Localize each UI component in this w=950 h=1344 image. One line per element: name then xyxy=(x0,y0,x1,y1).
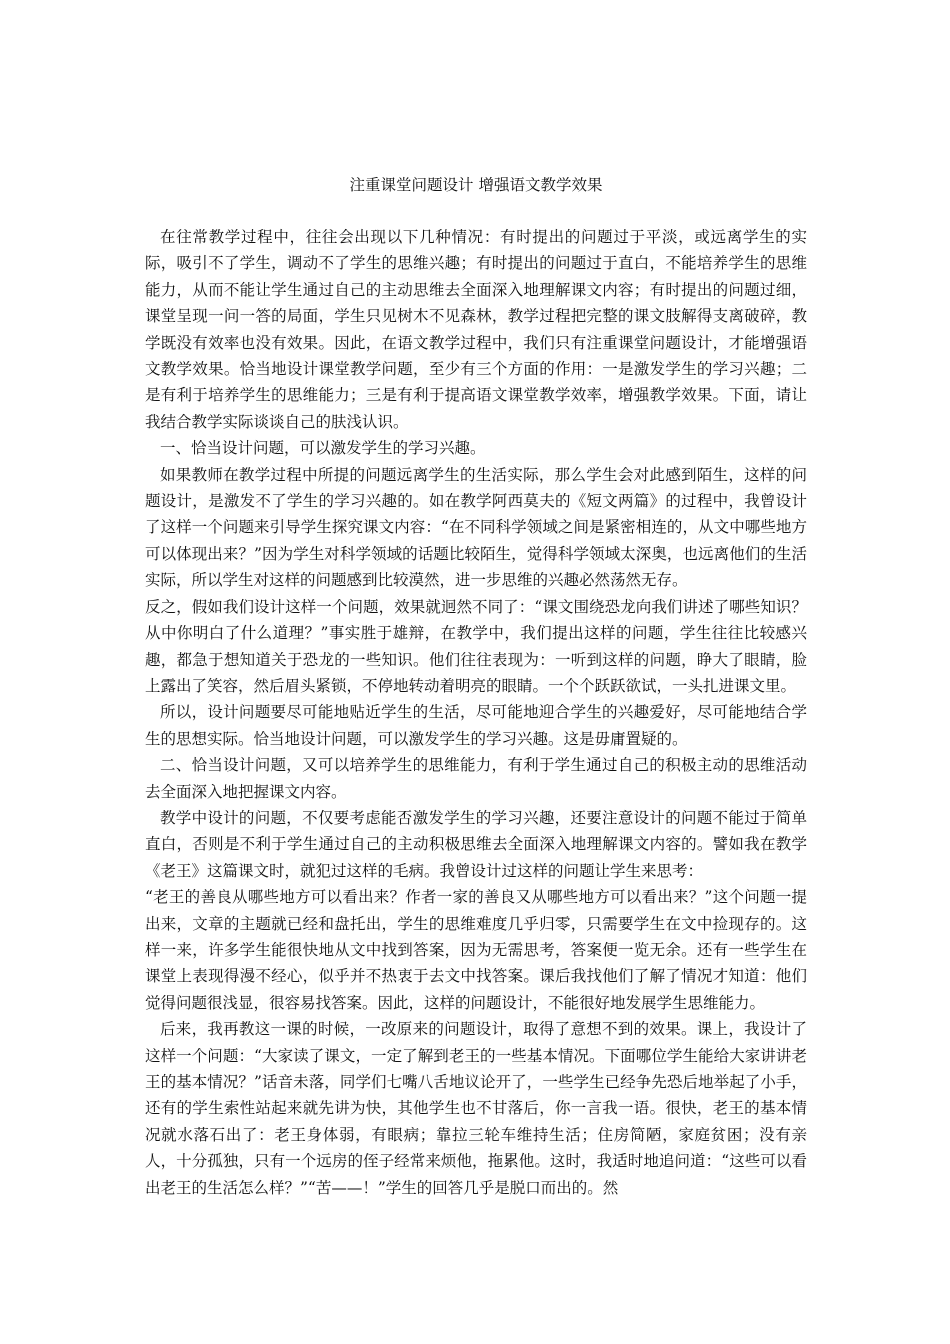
document-page xyxy=(145,172,807,1201)
paragraph-revised-design: 后来，我再教这一课的时候，一改原来的问题设计，取得了意想不到的效果。课上，我设计了这样一个问题：“大家读了课文，一定了解到老王的一些基本情况。下面哪位学生能给大家讲讲老王的基本情况？”话音未落，同学们七嘴八舌地议论开了，一些学生已经争先恐后地举起了小手，还有的学生索性站起来就先讲为快，其他学生也不甘落后，你一言我一语。很快，老王的基本情况就水落石出了：老王身体弱，有眼病；靠拉三轮车维持生活；住房简陋，家庭贫困；没有亲人，十分孤独，只有一个远房的侄子经常来烦他，拖累他。这时，我适时地追问道：“这些可以看出老王的生活怎么样？”“苦——！”学生的回答几乎是脱口而出的。然 xyxy=(145,1020,807,1197)
paragraph-conclusion-1: 所以，设计问题要尽可能地贴近学生的生活，尽可能地迎合学生的兴趣爱好，尽可能地结合学生的思想实际。恰当地设计问题，可以激发学生的学习兴趣。这是毋庸置疑的。 xyxy=(145,703,807,748)
paragraph-contrast: 反之，假如我们设计这样一个问题，效果就迥然不同了：“课文围绕恐龙向我们讲述了哪些知识？从中你明白了什么道理？”事实胜于雄辩，在教学中，我们提出这样的问题，学生往往比较感兴趣，都急于想知道关于恐龙的一些知识。他们往往表现为：一听到这样的问题，睁大了眼睛，脸上露出了笑容，然后眉头紧锁，不停地转动着明亮的眼睛。一个个跃跃欲试，一头扎进课文里。 xyxy=(145,597,807,695)
paragraph-intro: 在往常教学过程中，往往会出现以下几种情况：有时提出的问题过于平淡，或远离学生的实际，吸引不了学生，调动不了学生的思维兴趣；有时提出的问题过于直白，不能培养学生的思维能力，从而不能让学生通过自己的主动思维去全面深入地理解课文内容；有时提出的问题过细，课堂呈现一问一答的局面，学生只见树木不见森林，教学过程把完整的课文肢解得支离破碎，教学既没有效率也没有效果。因此，在语文教学过程中，我们只有注重课堂问题设计，才能增强语文教学效果。恰当地设计课堂教学问题，至少有三个方面的作用：一是激发学生的学习兴趣；二是有利于培养学生的思维能力；三是有利于提高语文课堂教学效率，增强教学效果。下面，请让我结合教学实际谈谈自己的肤浅认识。 xyxy=(145,228,807,431)
paragraph-question-quote: “老王的善良从哪些地方可以看出来？作者一家的善良又从哪些地方可以看出来？”这个问题一提出来，文章的主题就已经和盘托出，学生的思维难度几乎归零，只需要学生在文中捡现存的。这样一来，许多学生能很快地从文中找到答案，因为无需思考，答案便一览无余。还有一些学生在课堂上表现得漫不经心，似乎并不热衷于去文中找答案。课后我找他们了解了情况才知道：他们觉得问题很浅显，很容易找答案。因此，这样的问题设计，不能很好地发展学生思维能力。 xyxy=(145,888,807,1012)
section-heading-2: 二、恰当设计问题，又可以培养学生的思维能力，有利于学生通过自己的积极主动的思维活动去全面深入地把握课文内容。 xyxy=(145,756,807,801)
paragraph-example-1: 如果教师在教学过程中所提的问题远离学生的生活实际，那么学生会对此感到陌生，这样的问题设计，是激发不了学生的学习兴趣的。如在教学阿西莫夫的《短文两篇》的过程中，我曾设计了这样一个问题来引导学生探究课文内容：“在不同科学领域之间是紧密相连的，从文中哪些地方可以体现出来？”因为学生对科学领域的话题比较陌生，觉得科学领域太深奥，也远离他们的生活实际，所以学生对这样的问题感到比较漠然，进一步思维的兴趣必然荡然无存。 xyxy=(145,465,807,590)
paragraph-example-2: 教学中设计的问题，不仅要考虑能否激发学生的学习兴趣，还要注意设计的问题不能过于简单直白，否则是不利于学生通过自己的主动积极思维去全面深入地理解课文内容的。譬如我在教学《老王》这篇课文时，就犯过这样的毛病。我曾设计过这样的问题让学生来思考： xyxy=(145,808,807,880)
document-title: 注重课堂问题设计 增强语文教学效果 xyxy=(349,176,603,194)
section-heading-1: 一、恰当设计问题，可以激发学生的学习兴趣。 xyxy=(160,439,486,458)
